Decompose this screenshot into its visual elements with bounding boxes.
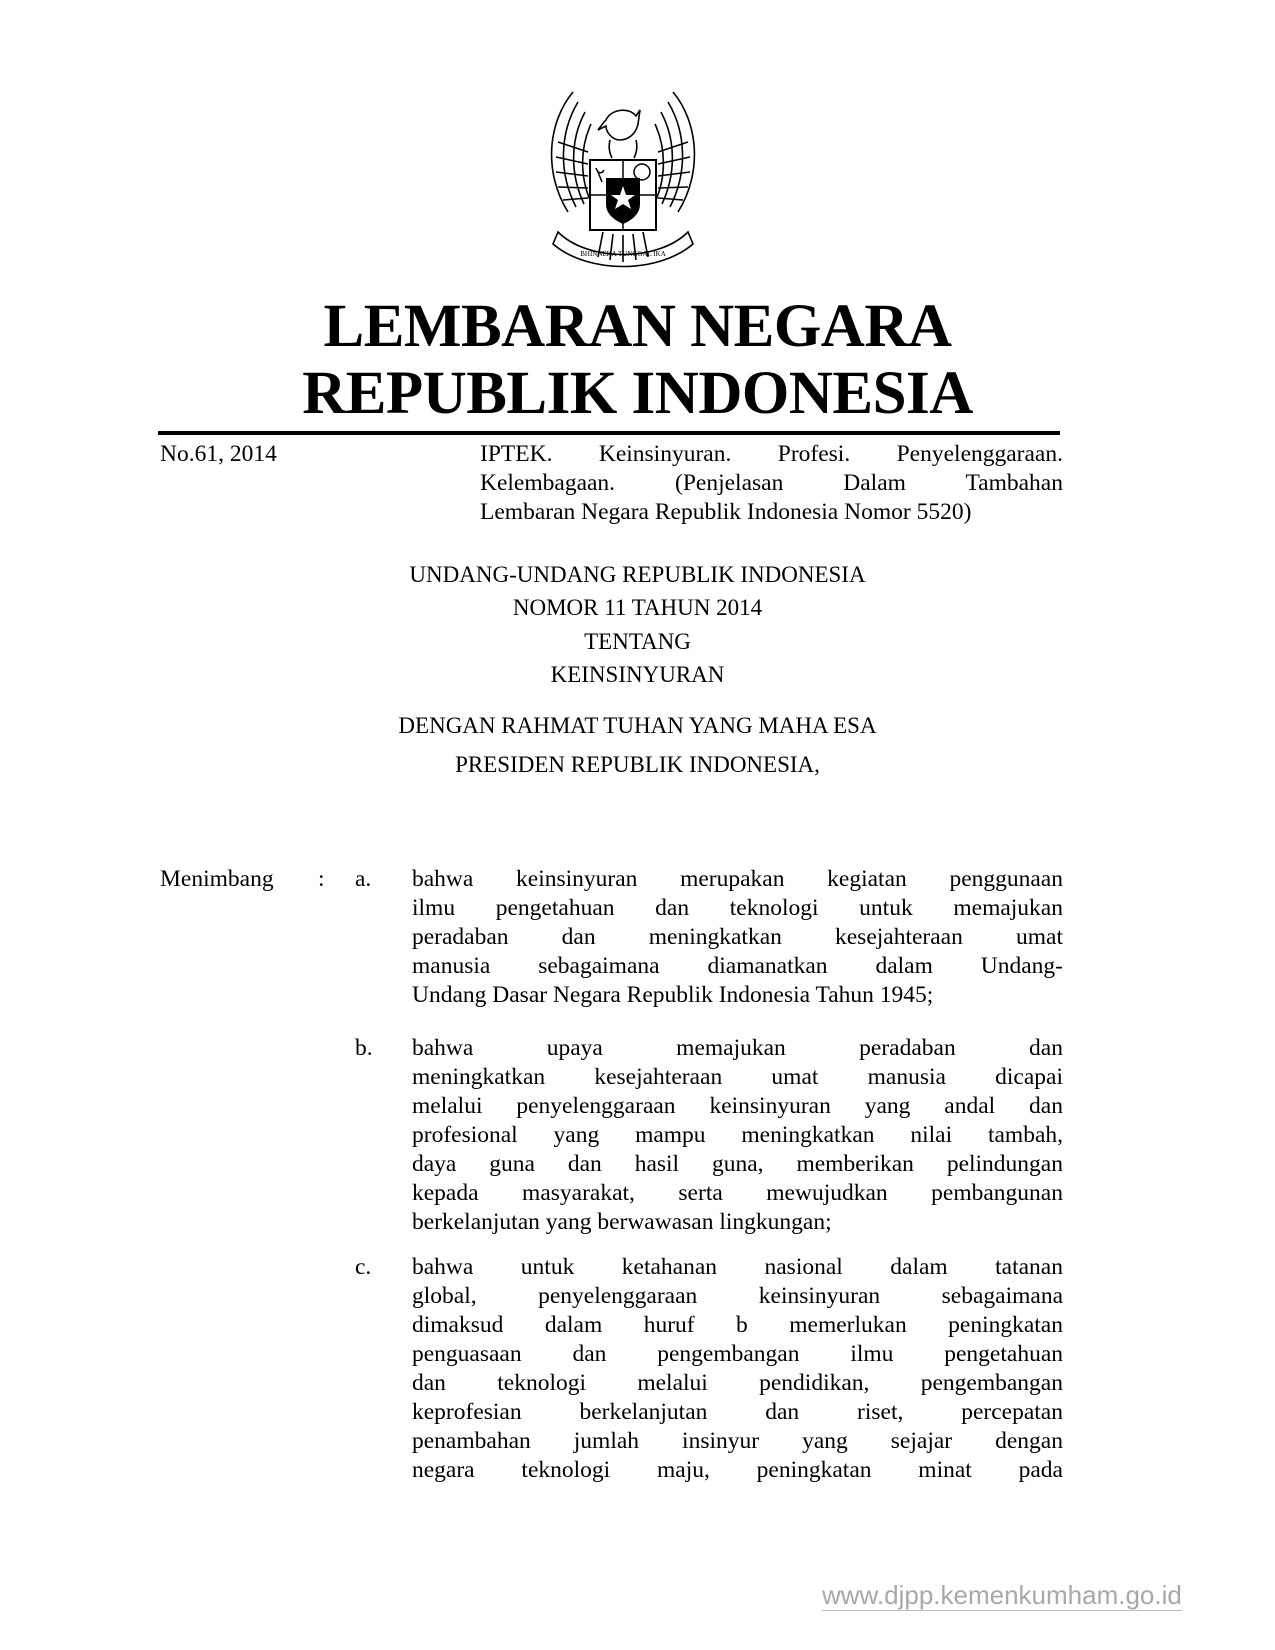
title-divider [158, 431, 1060, 435]
item-letter-c: c. [355, 1254, 372, 1280]
text-line: daya guna dan hasil guna, memberikan pelindungan [412, 1151, 1063, 1177]
text-line: dimaksud dalam huruf b memerlukan peningkatan [412, 1312, 1063, 1338]
item-letter-a: a. [355, 866, 372, 892]
text-line: peradaban dan meningkatkan kesejahteraan umat [412, 924, 1063, 950]
text-line: bahwa upaya memajukan peradaban dan [412, 1035, 1063, 1061]
text-line: kepada masyarakat, serta mewujudkan pembangunan [412, 1180, 1063, 1206]
subject-line: IPTEK. Keinsinyuran. Profesi. Penyelenggaraan. [480, 441, 1063, 467]
consideration-item-c [412, 1253, 1063, 1485]
svg-text:BHINNEKA TUNGGAL IKA: BHINNEKA TUNGGAL IKA [580, 250, 666, 258]
gazette-subject [480, 440, 1063, 527]
text-line: meningkatkan kesejahteraan umat manusia dicapai [412, 1064, 1063, 1090]
text-line: penambahan jumlah insinyur yang sejajar dengan [412, 1428, 1063, 1454]
text-line: global, penyelenggaraan keinsinyuran sebagaimana [412, 1283, 1063, 1309]
text-line: bahwa untuk ketahanan nasional dalam tatanan [412, 1254, 1063, 1280]
preamble-line-2: PRESIDEN REPUBLIK INDONESIA, [455, 752, 820, 777]
considerations-label: Menimbang [160, 866, 274, 892]
text-line: berkelanjutan yang berwawasan lingkungan; [412, 1209, 832, 1235]
text-line: Undang Dasar Negara Republik Indonesia Tahun 1945; [412, 982, 934, 1008]
gazette-title-line1: LEMBARAN NEGARA [323, 293, 952, 360]
law-number: NOMOR 11 TAHUN 2014 [512, 595, 763, 620]
consideration-item-a [412, 865, 1063, 1010]
gazette-number: No.61, 2014 [160, 441, 277, 467]
text-line: negara teknologi maju, peningkatan minat pada [412, 1457, 1063, 1483]
text-line: dan teknologi melalui pendidikan, pengembangan [412, 1370, 1063, 1396]
text-line: manusia sebagaimana diamanatkan dalam Undang- [412, 953, 1063, 979]
subject-line: Lembaran Negara Republik Indonesia Nomor 5520) [480, 499, 972, 525]
text-line: penguasaan dan pengembangan ilmu pengetahuan [412, 1341, 1063, 1367]
text-line: keprofesian berkelanjutan dan riset, percepatan [412, 1399, 1063, 1425]
law-title: UNDANG-UNDANG REPUBLIK INDONESIA [409, 562, 866, 587]
text-line: melalui penyelenggaraan keinsinyuran yang andal dan [412, 1093, 1063, 1119]
preamble-line-1: DENGAN RAHMAT TUHAN YANG MAHA ESA [398, 713, 877, 738]
gazette-title-line2: REPUBLIK INDONESIA [302, 360, 973, 427]
text-line: bahwa keinsinyuran merupakan kegiatan penggunaan [412, 866, 1063, 892]
garuda-emblem-icon [528, 82, 718, 272]
law-tentang: TENTANG [584, 629, 691, 654]
subject-line: Kelembagaan. (Penjelasan Dalam Tambahan [480, 470, 1063, 496]
consideration-item-b [412, 1034, 1063, 1237]
source-url-link[interactable]: www.djpp.kemenkumham.go.id [822, 1580, 1182, 1610]
considerations-colon: : [318, 866, 325, 892]
item-letter-b: b. [355, 1035, 373, 1061]
text-line: profesional yang mampu meningkatkan nilai tambah, [412, 1122, 1063, 1148]
law-subject: KEINSINYURAN [550, 662, 725, 687]
text-line: ilmu pengetahuan dan teknologi untuk memajukan [412, 895, 1063, 921]
